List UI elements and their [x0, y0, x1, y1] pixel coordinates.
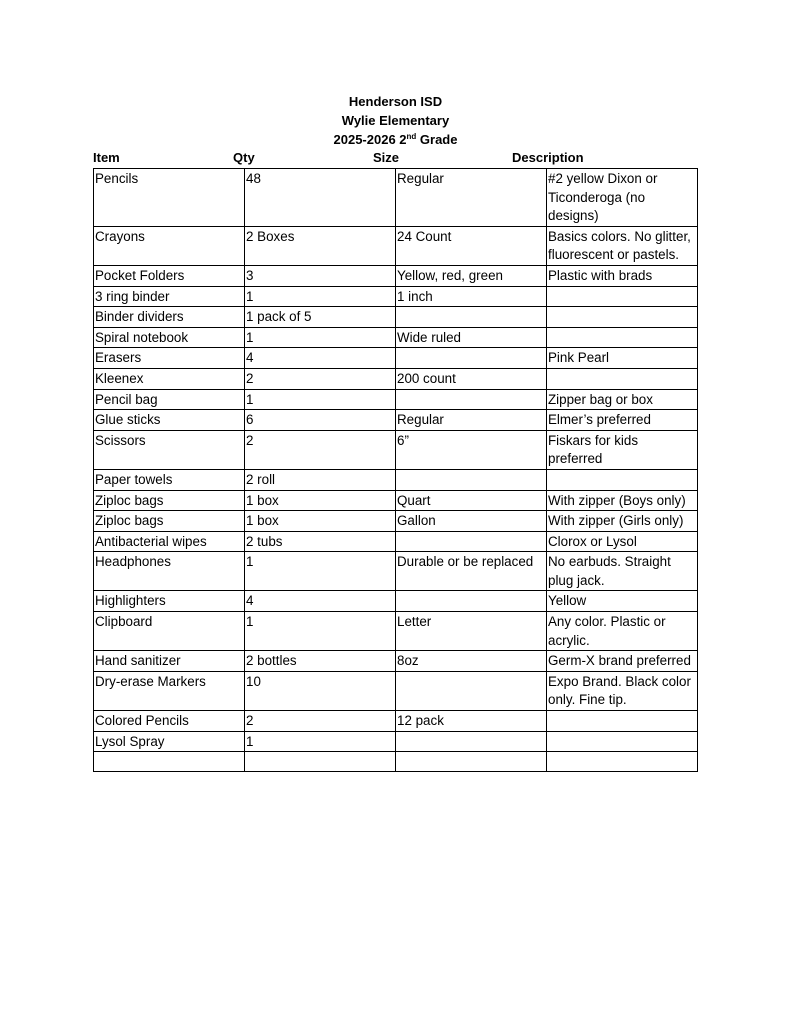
item-cell: Hand sanitizer — [94, 651, 245, 672]
grade-superscript: nd — [406, 132, 417, 141]
size-cell: Regular — [396, 410, 547, 431]
description-cell: Zipper bag or box — [547, 389, 698, 410]
size-cell: 200 count — [396, 368, 547, 389]
size-cell — [396, 591, 547, 612]
qty-cell: 1 — [245, 552, 396, 591]
table-row — [94, 327, 698, 348]
size-cell — [396, 531, 547, 552]
column-header-qty: Qty — [233, 150, 255, 165]
qty-cell: 1 — [245, 389, 396, 410]
qty-cell: 6 — [245, 410, 396, 431]
item-cell: Lysol Spray — [94, 731, 245, 752]
description-cell — [547, 307, 698, 328]
item-cell: Headphones — [94, 552, 245, 591]
document-header — [0, 92, 791, 149]
column-header-description: Description — [512, 150, 584, 165]
item-cell: Kleenex — [94, 368, 245, 389]
size-cell — [396, 752, 547, 772]
item-cell: Pocket Folders — [94, 265, 245, 286]
description-cell: With zipper (Boys only) — [547, 490, 698, 511]
table-row — [94, 430, 698, 469]
description-cell: Germ-X brand preferred — [547, 651, 698, 672]
size-cell — [396, 469, 547, 490]
table-row — [94, 752, 698, 772]
description-cell: Elmer’s preferred — [547, 410, 698, 431]
table-row — [94, 368, 698, 389]
size-cell: Yellow, red, green — [396, 265, 547, 286]
description-cell: Plastic with brads — [547, 265, 698, 286]
size-cell — [396, 671, 547, 710]
qty-cell: 2 — [245, 430, 396, 469]
item-cell: Crayons — [94, 226, 245, 265]
table-row — [94, 286, 698, 307]
description-cell: With zipper (Girls only) — [547, 511, 698, 532]
qty-cell: 2 roll — [245, 469, 396, 490]
table-row — [94, 612, 698, 651]
table-row — [94, 591, 698, 612]
size-cell: 6” — [396, 430, 547, 469]
size-cell — [396, 348, 547, 369]
grade-title — [0, 130, 791, 149]
table-row — [94, 226, 698, 265]
table-row — [94, 348, 698, 369]
table-row — [94, 531, 698, 552]
description-cell — [547, 469, 698, 490]
table-row — [94, 711, 698, 732]
item-cell: Erasers — [94, 348, 245, 369]
grade-label: Grade — [416, 132, 458, 147]
qty-cell: 1 pack of 5 — [245, 307, 396, 328]
table-row — [94, 469, 698, 490]
grade-year: 2025-2026 2 — [333, 132, 407, 147]
description-cell: Clorox or Lysol — [547, 531, 698, 552]
qty-cell: 1 — [245, 612, 396, 651]
size-cell: 24 Count — [396, 226, 547, 265]
supply-table — [93, 168, 698, 772]
description-cell: Fiskars for kids preferred — [547, 430, 698, 469]
qty-cell — [245, 752, 396, 772]
item-cell: Paper towels — [94, 469, 245, 490]
size-cell: Wide ruled — [396, 327, 547, 348]
size-cell — [396, 307, 547, 328]
table-row — [94, 389, 698, 410]
size-cell: 8oz — [396, 651, 547, 672]
item-cell: Antibacterial wipes — [94, 531, 245, 552]
table-row — [94, 671, 698, 710]
description-cell — [547, 368, 698, 389]
size-cell: 1 inch — [396, 286, 547, 307]
qty-cell: 2 bottles — [245, 651, 396, 672]
qty-cell: 10 — [245, 671, 396, 710]
column-header-item: Item — [93, 150, 120, 165]
table-row — [94, 410, 698, 431]
qty-cell: 48 — [245, 169, 396, 227]
item-cell: Pencil bag — [94, 389, 245, 410]
qty-cell: 1 — [245, 731, 396, 752]
description-cell: Expo Brand. Black color only. Fine tip. — [547, 671, 698, 710]
description-cell: #2 yellow Dixon or Ticonderoga (no designs) — [547, 169, 698, 227]
school-name: Wylie Elementary — [341, 113, 450, 128]
district-name: Henderson ISD — [348, 94, 443, 109]
item-cell — [94, 752, 245, 772]
item-cell: Clipboard — [94, 612, 245, 651]
description-cell: Basics colors. No glitter, fluorescent or pastels. — [547, 226, 698, 265]
description-cell: Any color. Plastic or acrylic. — [547, 612, 698, 651]
item-cell: Highlighters — [94, 591, 245, 612]
size-cell: Durable or be replaced — [396, 552, 547, 591]
size-cell: Gallon — [396, 511, 547, 532]
qty-cell: 1 box — [245, 490, 396, 511]
item-cell: Colored Pencils — [94, 711, 245, 732]
table-row — [94, 265, 698, 286]
table-row — [94, 307, 698, 328]
qty-cell: 2 tubs — [245, 531, 396, 552]
table-row — [94, 552, 698, 591]
description-cell — [547, 731, 698, 752]
table-row — [94, 169, 698, 227]
qty-cell: 4 — [245, 348, 396, 369]
qty-cell: 1 — [245, 327, 396, 348]
item-cell: Glue sticks — [94, 410, 245, 431]
table-row — [94, 651, 698, 672]
qty-cell: 4 — [245, 591, 396, 612]
table-row — [94, 511, 698, 532]
item-cell: Scissors — [94, 430, 245, 469]
description-cell — [547, 752, 698, 772]
qty-cell: 1 — [245, 286, 396, 307]
description-cell: No earbuds. Straight plug jack. — [547, 552, 698, 591]
size-cell: 12 pack — [396, 711, 547, 732]
qty-cell: 2 — [245, 711, 396, 732]
item-cell: Pencils — [94, 169, 245, 227]
size-cell: Quart — [396, 490, 547, 511]
column-header-size: Size — [373, 150, 400, 165]
size-cell — [396, 731, 547, 752]
description-cell — [547, 711, 698, 732]
qty-cell: 3 — [245, 265, 396, 286]
item-cell: 3 ring binder — [94, 286, 245, 307]
item-cell: Spiral notebook — [94, 327, 245, 348]
qty-cell: 1 box — [245, 511, 396, 532]
qty-cell: 2 — [245, 368, 396, 389]
table-row — [94, 731, 698, 752]
item-cell: Ziploc bags — [94, 511, 245, 532]
item-cell: Ziploc bags — [94, 490, 245, 511]
size-cell — [396, 389, 547, 410]
description-cell — [547, 327, 698, 348]
size-cell: Regular — [396, 169, 547, 227]
qty-cell: 2 Boxes — [245, 226, 396, 265]
item-cell: Binder dividers — [94, 307, 245, 328]
item-cell: Dry-erase Markers — [94, 671, 245, 710]
description-cell: Yellow — [547, 591, 698, 612]
description-cell — [547, 286, 698, 307]
description-cell: Pink Pearl — [547, 348, 698, 369]
size-cell: Letter — [396, 612, 547, 651]
table-row — [94, 490, 698, 511]
